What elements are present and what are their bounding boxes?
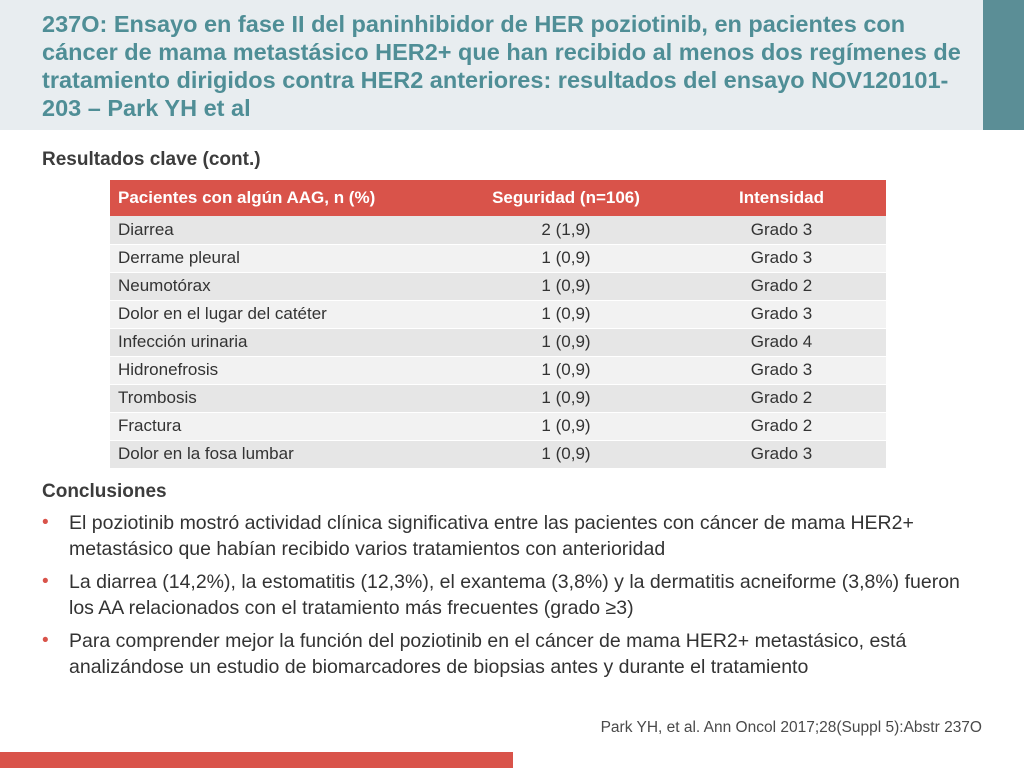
list-item [42,510,982,562]
event-name: Fractura [110,412,455,440]
event-count: 1 (0,9) [455,440,677,468]
event-grade: Grado 2 [677,272,886,300]
footer-accent-bar [0,752,513,768]
table-row [110,356,886,384]
event-count: 2 (1,9) [455,216,677,244]
event-name: Infección urinaria [110,328,455,356]
event-count: 1 (0,9) [455,300,677,328]
event-grade: Grado 2 [677,384,886,412]
bullet-icon: • [42,512,49,533]
event-grade: Grado 3 [677,356,886,384]
event-name: Neumotórax [110,272,455,300]
column-header-patients: Pacientes con algún AAG, n (%) [110,180,455,216]
conclusions-heading: Conclusiones [42,481,167,502]
table-row [110,272,886,300]
table-row [110,300,886,328]
list-item [42,628,982,680]
table-row [110,328,886,356]
event-grade: Grado 3 [677,300,886,328]
event-name: Diarrea [110,216,455,244]
table-row [110,384,886,412]
results-heading: Resultados clave (cont.) [42,149,261,170]
event-name: Trombosis [110,384,455,412]
column-header-intensity: Intensidad [677,180,886,216]
conclusions-list [42,510,982,687]
event-grade: Grado 2 [677,412,886,440]
table-row [110,244,886,272]
event-count: 1 (0,9) [455,384,677,412]
bullet-icon: • [42,630,49,651]
event-name: Derrame pleural [110,244,455,272]
event-name: Hidronefrosis [110,356,455,384]
event-name: Dolor en la fosa lumbar [110,440,455,468]
event-count: 1 (0,9) [455,328,677,356]
header-accent-block [983,0,1024,130]
event-count: 1 (0,9) [455,412,677,440]
event-grade: Grado 3 [677,244,886,272]
adverse-events-table [110,180,886,469]
slide-title: 237O: Ensayo en fase II del paninhibidor de HER poziotinib, en pacientes con cáncer de mama metastásico HER2+ que han recibido al menos dos regímenes de tratamiento dirigidos contra HER2 anteriores: resultados del ensayo NOV120101-203 – Park YH et al [42,11,961,121]
event-grade: Grado 3 [677,216,886,244]
list-item [42,569,982,621]
table-row [110,440,886,468]
event-grade: Grado 3 [677,440,886,468]
conclusion-text: La diarrea (14,2%), la estomatitis (12,3%), el exantema (3,8%) y la dermatitis acneiforme (3,8%) fueron los AA relacionados con el tratamiento más frecuentes (grado ≥3) [69,571,960,619]
table-row [110,216,886,244]
bullet-icon: • [42,571,49,592]
event-count: 1 (0,9) [455,272,677,300]
column-header-safety: Seguridad (n=106) [455,180,677,216]
event-name: Dolor en el lugar del catéter [110,300,455,328]
event-grade: Grado 4 [677,328,886,356]
table-row [110,412,886,440]
event-count: 1 (0,9) [455,356,677,384]
conclusion-text: El poziotinib mostró actividad clínica significativa entre las pacientes con cáncer de mama HER2+ metastásico que habían recibido varios tratamientos con anterioridad [69,512,914,560]
conclusion-text: Para comprender mejor la función del poziotinib en el cáncer de mama HER2+ metastásico, está analizándose un estudio de biomarcadores de biopsias antes y durante el tratamiento [69,630,907,678]
event-count: 1 (0,9) [455,244,677,272]
table-header-row [110,180,886,216]
citation: Park YH, et al. Ann Oncol 2017;28(Suppl 5):Abstr 237O [600,719,982,736]
